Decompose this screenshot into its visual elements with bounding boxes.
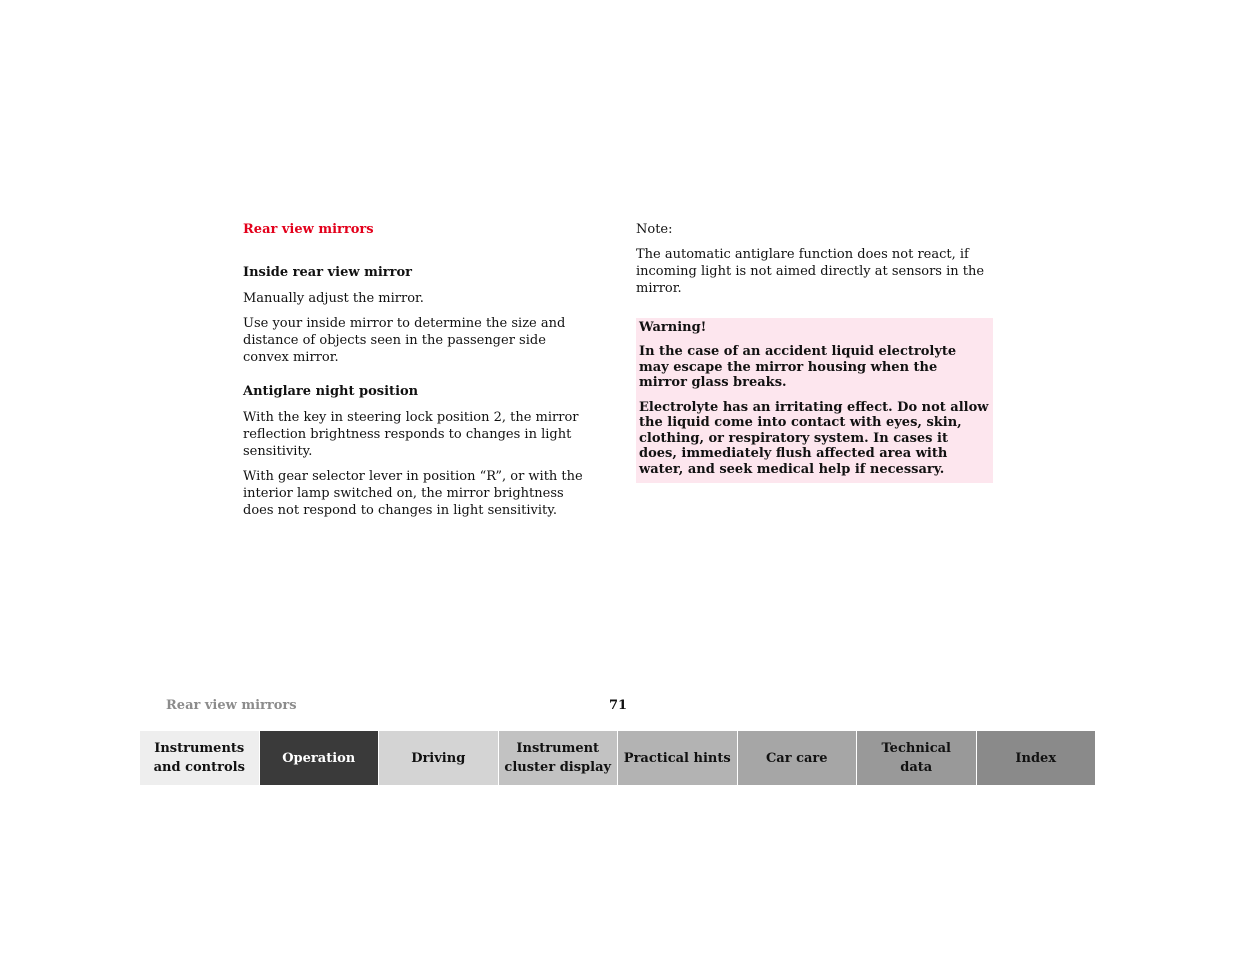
tab-car-care[interactable]: Car care <box>738 731 858 785</box>
chapter-tab-bar <box>140 731 1095 785</box>
left-column <box>243 221 593 527</box>
section-title: Rear view mirrors <box>243 222 374 237</box>
inside-mirror-paragraph-2: Use your inside mirror to determine the size and distance of objects seen in the passenger side convex mirror. <box>243 316 566 365</box>
note-text: The automatic antiglare function does not react, if incoming light is not aimed directly at sensors in the mirror. <box>636 247 985 296</box>
tab-instruments-and-controls[interactable]: Instruments and controls <box>140 731 260 785</box>
tab-driving[interactable]: Driving <box>379 731 499 785</box>
tab-technical-data[interactable]: Technical data <box>857 731 977 785</box>
warning-paragraph-1: In the case of an accident liquid electrolyte may escape the mirror housing when the mirror glass breaks. <box>639 344 957 390</box>
tab-operation[interactable]: Operation <box>260 731 380 785</box>
note-label: Note: <box>636 222 673 237</box>
antiglare-paragraph-1: With the key in steering lock position 2, the mirror reflection brightness responds to changes in light sensitivity. <box>243 410 579 459</box>
inside-mirror-paragraph-1: Manually adjust the mirror. <box>243 291 424 306</box>
inside-mirror-heading: Inside rear view mirror <box>243 265 412 280</box>
warning-paragraph-2: Electrolyte has an irritating effect. Do not allow the liquid come into contact with eyes, skin, clothing, or respiratory system. In cases it does, immediately flush affected area with water, and seek medical help if necessary. <box>639 399 989 477</box>
right-column <box>636 221 993 483</box>
warning-title: Warning! <box>639 320 707 335</box>
tab-practical-hints[interactable]: Practical hints <box>618 731 738 785</box>
antiglare-heading: Antiglare night position <box>243 384 419 399</box>
page-number: 71 <box>608 698 628 713</box>
footer-section-name: Rear view mirrors <box>166 698 297 713</box>
warning-box <box>636 318 993 483</box>
tab-index[interactable]: Index <box>977 731 1096 785</box>
tab-instrument-cluster-display[interactable]: Instrument cluster display <box>499 731 619 785</box>
antiglare-paragraph-2: With gear selector lever in position “R”, or with the interior lamp switched on, the mirror brightness does not respond to changes in light sensitivity. <box>243 469 583 518</box>
